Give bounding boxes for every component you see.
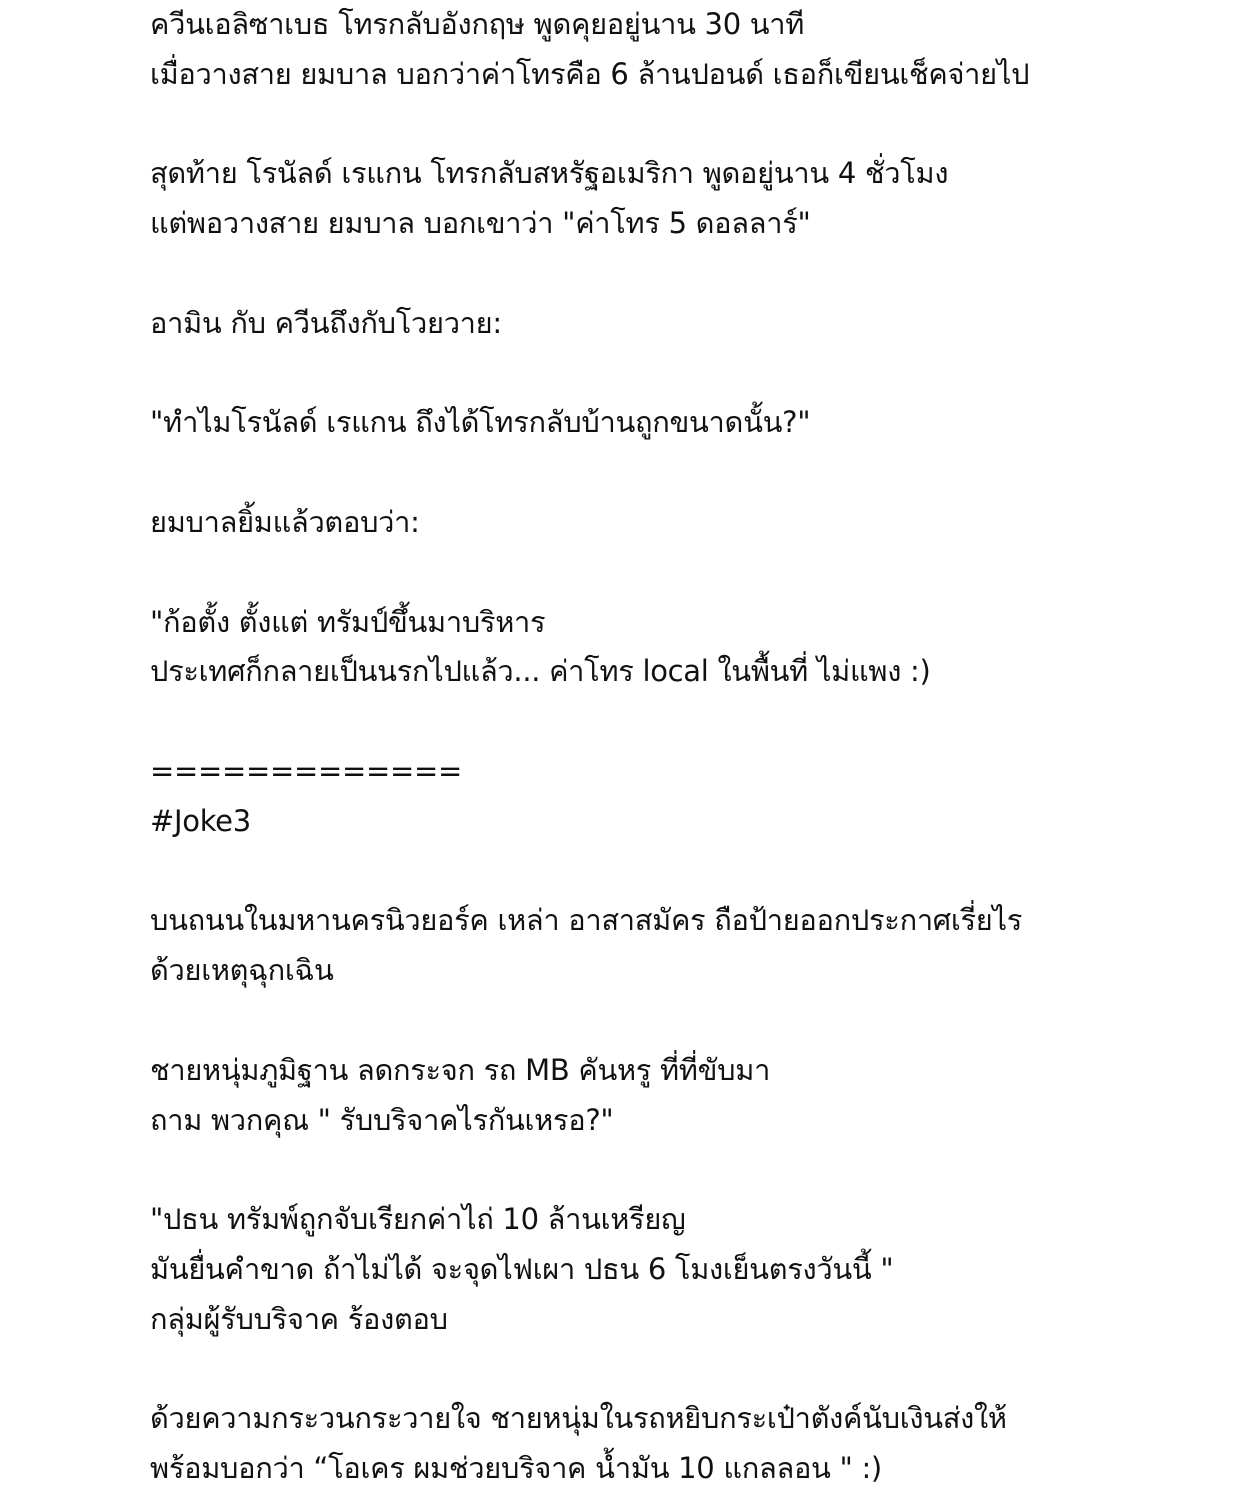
text-line: "ปธน ทรัมพ์ถูกจับเรียกค่าไถ่ 10 ล้านเหรียญ [150, 1202, 686, 1237]
text-line: "ก้อตั้ง ตั้งแต่ ทรัมป์ขึ้นมาบริหาร [150, 604, 546, 639]
text-line: ด้วยความกระวนกระวายใจ ชายหนุ่มในรถหยิบกระเป๋าตังค์นับเงินส่งให้ [150, 1401, 1007, 1436]
text-line: "ทำไมโรนัลด์ เรแกน ถึงได้โทรกลับบ้านถูกขนาดนั้น?" [150, 405, 811, 440]
text-line: มันยื่นคำขาด ถ้าไม่ได้ จะจุดไฟเผา ปธน 6 โมงเย็นตรงวันนี้ " [150, 1251, 894, 1286]
blank-line [150, 349, 1210, 399]
text-line: สุดท้าย โรนัลด์ เรแกน โทรกลับสหรัฐอเมริกา พูดอยู่นาน 4 ชั่วโมง [150, 156, 949, 191]
blank-line [150, 996, 1210, 1046]
blank-line [150, 847, 1210, 897]
text-line: ชายหนุ่มภูมิฐาน ลดกระจก รถ MB คันหรู ที่ที่ขับมา [150, 1052, 771, 1087]
text-line: พร้อมบอกว่า “โอเคร ผมช่วยบริจาค น้ำมัน 10 แกลลอน " :) [150, 1451, 882, 1486]
blank-line [150, 1345, 1210, 1395]
separator-line: ============= [150, 753, 462, 788]
text-line: บนถนนในมหานครนิวยอร์ค เหล่า อาสาสมัคร ถือป้ายออกประกาศเรี่ยไร [150, 903, 1023, 938]
text-line: อามิน กับ ควีนถึงกับโวยวาย: [150, 305, 502, 340]
text-line: ควีนเอลิซาเบธ โทรกลับอังกฤษ พูดคุยอยู่นาน 30 นาที [150, 7, 805, 41]
text-line: ประเทศก็กลายเป็นนรกไปแล้ว... ค่าโทร local ในพื้นที่ ไม่แพง :) [150, 654, 931, 689]
blank-line [150, 249, 1210, 299]
text-line: ด้วยเหตุฉุกเฉิน [150, 953, 334, 988]
text-line: ยมบาลยิ้มแล้วตอบว่า: [150, 504, 420, 539]
text-line: เมื่อวางสาย ยมบาล บอกว่าค่าโทรคือ 6 ล้านปอนด์ เธอก็เขียนเช็คจ่ายไป [150, 56, 1030, 91]
blank-line [150, 697, 1210, 747]
text-line: ถาม พวกคุณ " รับบริจาคไรกันเหรอ?" [150, 1102, 614, 1137]
blank-line [150, 548, 1210, 598]
blank-line [150, 1145, 1210, 1195]
hashtag-line: #Joke3 [150, 803, 251, 838]
document-body [150, 0, 1210, 1494]
blank-line [150, 100, 1210, 150]
text-line: กลุ่มผู้รับบริจาค ร้องตอบ [150, 1301, 448, 1336]
text-line: แต่พอวางสาย ยมบาล บอกเขาว่า "ค่าโทร 5 ดอลลาร์" [150, 206, 811, 241]
blank-line [150, 448, 1210, 498]
